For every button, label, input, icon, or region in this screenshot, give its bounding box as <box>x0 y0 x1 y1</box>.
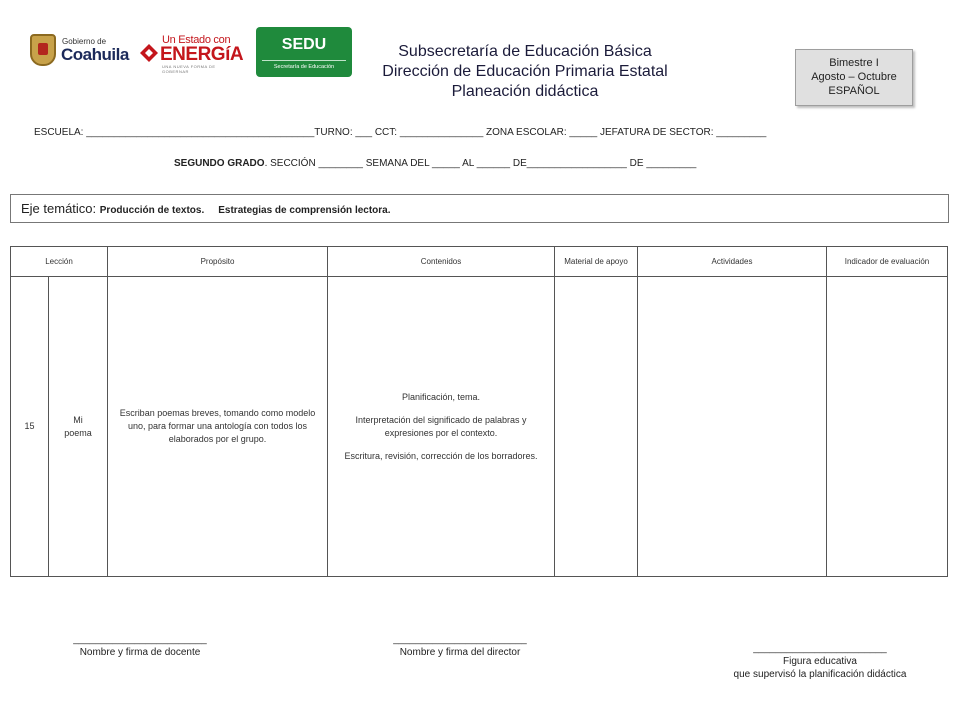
coahuila-shield-icon <box>30 34 56 66</box>
planning-table <box>10 246 948 577</box>
title-line-1: Subsecretaría de Educación Básica <box>398 43 652 60</box>
signature-line-docente: ________________________ <box>73 634 207 645</box>
contenido-2: Interpretación del significado de palabras y expresiones por el contexto. <box>355 414 527 438</box>
signature-label-figura-2: que supervisó la planificación didáctica <box>733 669 907 680</box>
energia-logo-big-text: ENERGíA <box>160 44 244 65</box>
eje-value-2: Estrategias de comprensión lectora. <box>218 205 391 216</box>
signature-figura <box>690 642 950 681</box>
row-numero: 15 <box>10 276 48 576</box>
row-material <box>554 276 637 576</box>
sedu-divider <box>262 60 346 61</box>
page-title-block <box>360 42 690 102</box>
energia-logo-tagline: UNA NUEVA FORMA DE GOBERNAR <box>162 64 216 74</box>
header-actividades: Actividades <box>637 246 826 276</box>
signature-label-docente: Nombre y firma de docente <box>79 647 201 658</box>
row-leccion: Mi poema <box>48 276 107 576</box>
signature-director <box>360 633 560 659</box>
header-leccion: Lección <box>10 246 107 276</box>
header-indicador: Indicador de evaluación <box>826 246 947 276</box>
escuela-line: ESCUELA: _________________________________________TURNO: ___ CCT: _______________ ZONA ESCOLAR: _____ JEFATURA DE SECTOR: _________ <box>34 127 767 138</box>
grado-rest: . SECCIÓN ________ SEMANA DEL _____ AL ______ DE__________________ DE _________ <box>264 158 697 169</box>
sedu-logo-small-text: Secretaría de Educación <box>273 64 335 70</box>
grado-label: SEGUNDO GRADO <box>174 158 265 169</box>
bimestre-line-2: Agosto – Octubre <box>811 71 897 83</box>
row-actividades <box>637 276 826 576</box>
bimestre-box <box>795 49 913 106</box>
coahuila-logo-big-text: Coahuila <box>61 45 129 64</box>
header-contenidos: Contenidos <box>327 246 554 276</box>
signature-line-figura: ________________________ <box>753 643 887 654</box>
header-material: Material de apoyo <box>554 246 637 276</box>
contenido-1: Planificación, tema. <box>401 391 481 402</box>
eje-value-1: Producción de textos. <box>99 205 205 216</box>
title-line-3: Planeación didáctica <box>451 83 599 100</box>
grado-line <box>174 158 696 169</box>
row-contenidos <box>327 276 554 576</box>
energia-logo <box>140 34 244 74</box>
row-indicador <box>826 276 947 576</box>
sedu-logo <box>256 27 352 77</box>
energia-mark-icon <box>140 44 158 62</box>
eje-tematico-box <box>10 194 949 223</box>
signature-label-figura-1: Figura educativa <box>783 656 857 667</box>
contenido-3: Escritura, revisión, corrección de los borradores. <box>344 450 538 461</box>
eje-label: Eje temático: <box>21 201 100 216</box>
signature-docente <box>40 633 240 659</box>
bimestre-line-1: Bimestre I <box>829 57 879 69</box>
title-line-2: Dirección de Educación Primaria Estatal <box>382 63 668 80</box>
signature-label-director: Nombre y firma del director <box>399 647 521 658</box>
signature-line-director: ________________________ <box>393 634 527 645</box>
sedu-logo-big-text: SEDU <box>281 36 327 53</box>
coahuila-logo <box>30 32 130 68</box>
bimestre-line-3: ESPAÑOL <box>828 85 880 97</box>
header-proposito: Propósito <box>107 246 327 276</box>
row-proposito: Escriban poemas breves, tomando como modelo uno, para formar una antología con todos los elaborados por el grupo. <box>107 276 327 576</box>
coahuila-logo-small-text: Gobierno de <box>62 37 107 46</box>
energia-logo-small-text: Un Estado con <box>162 34 231 46</box>
